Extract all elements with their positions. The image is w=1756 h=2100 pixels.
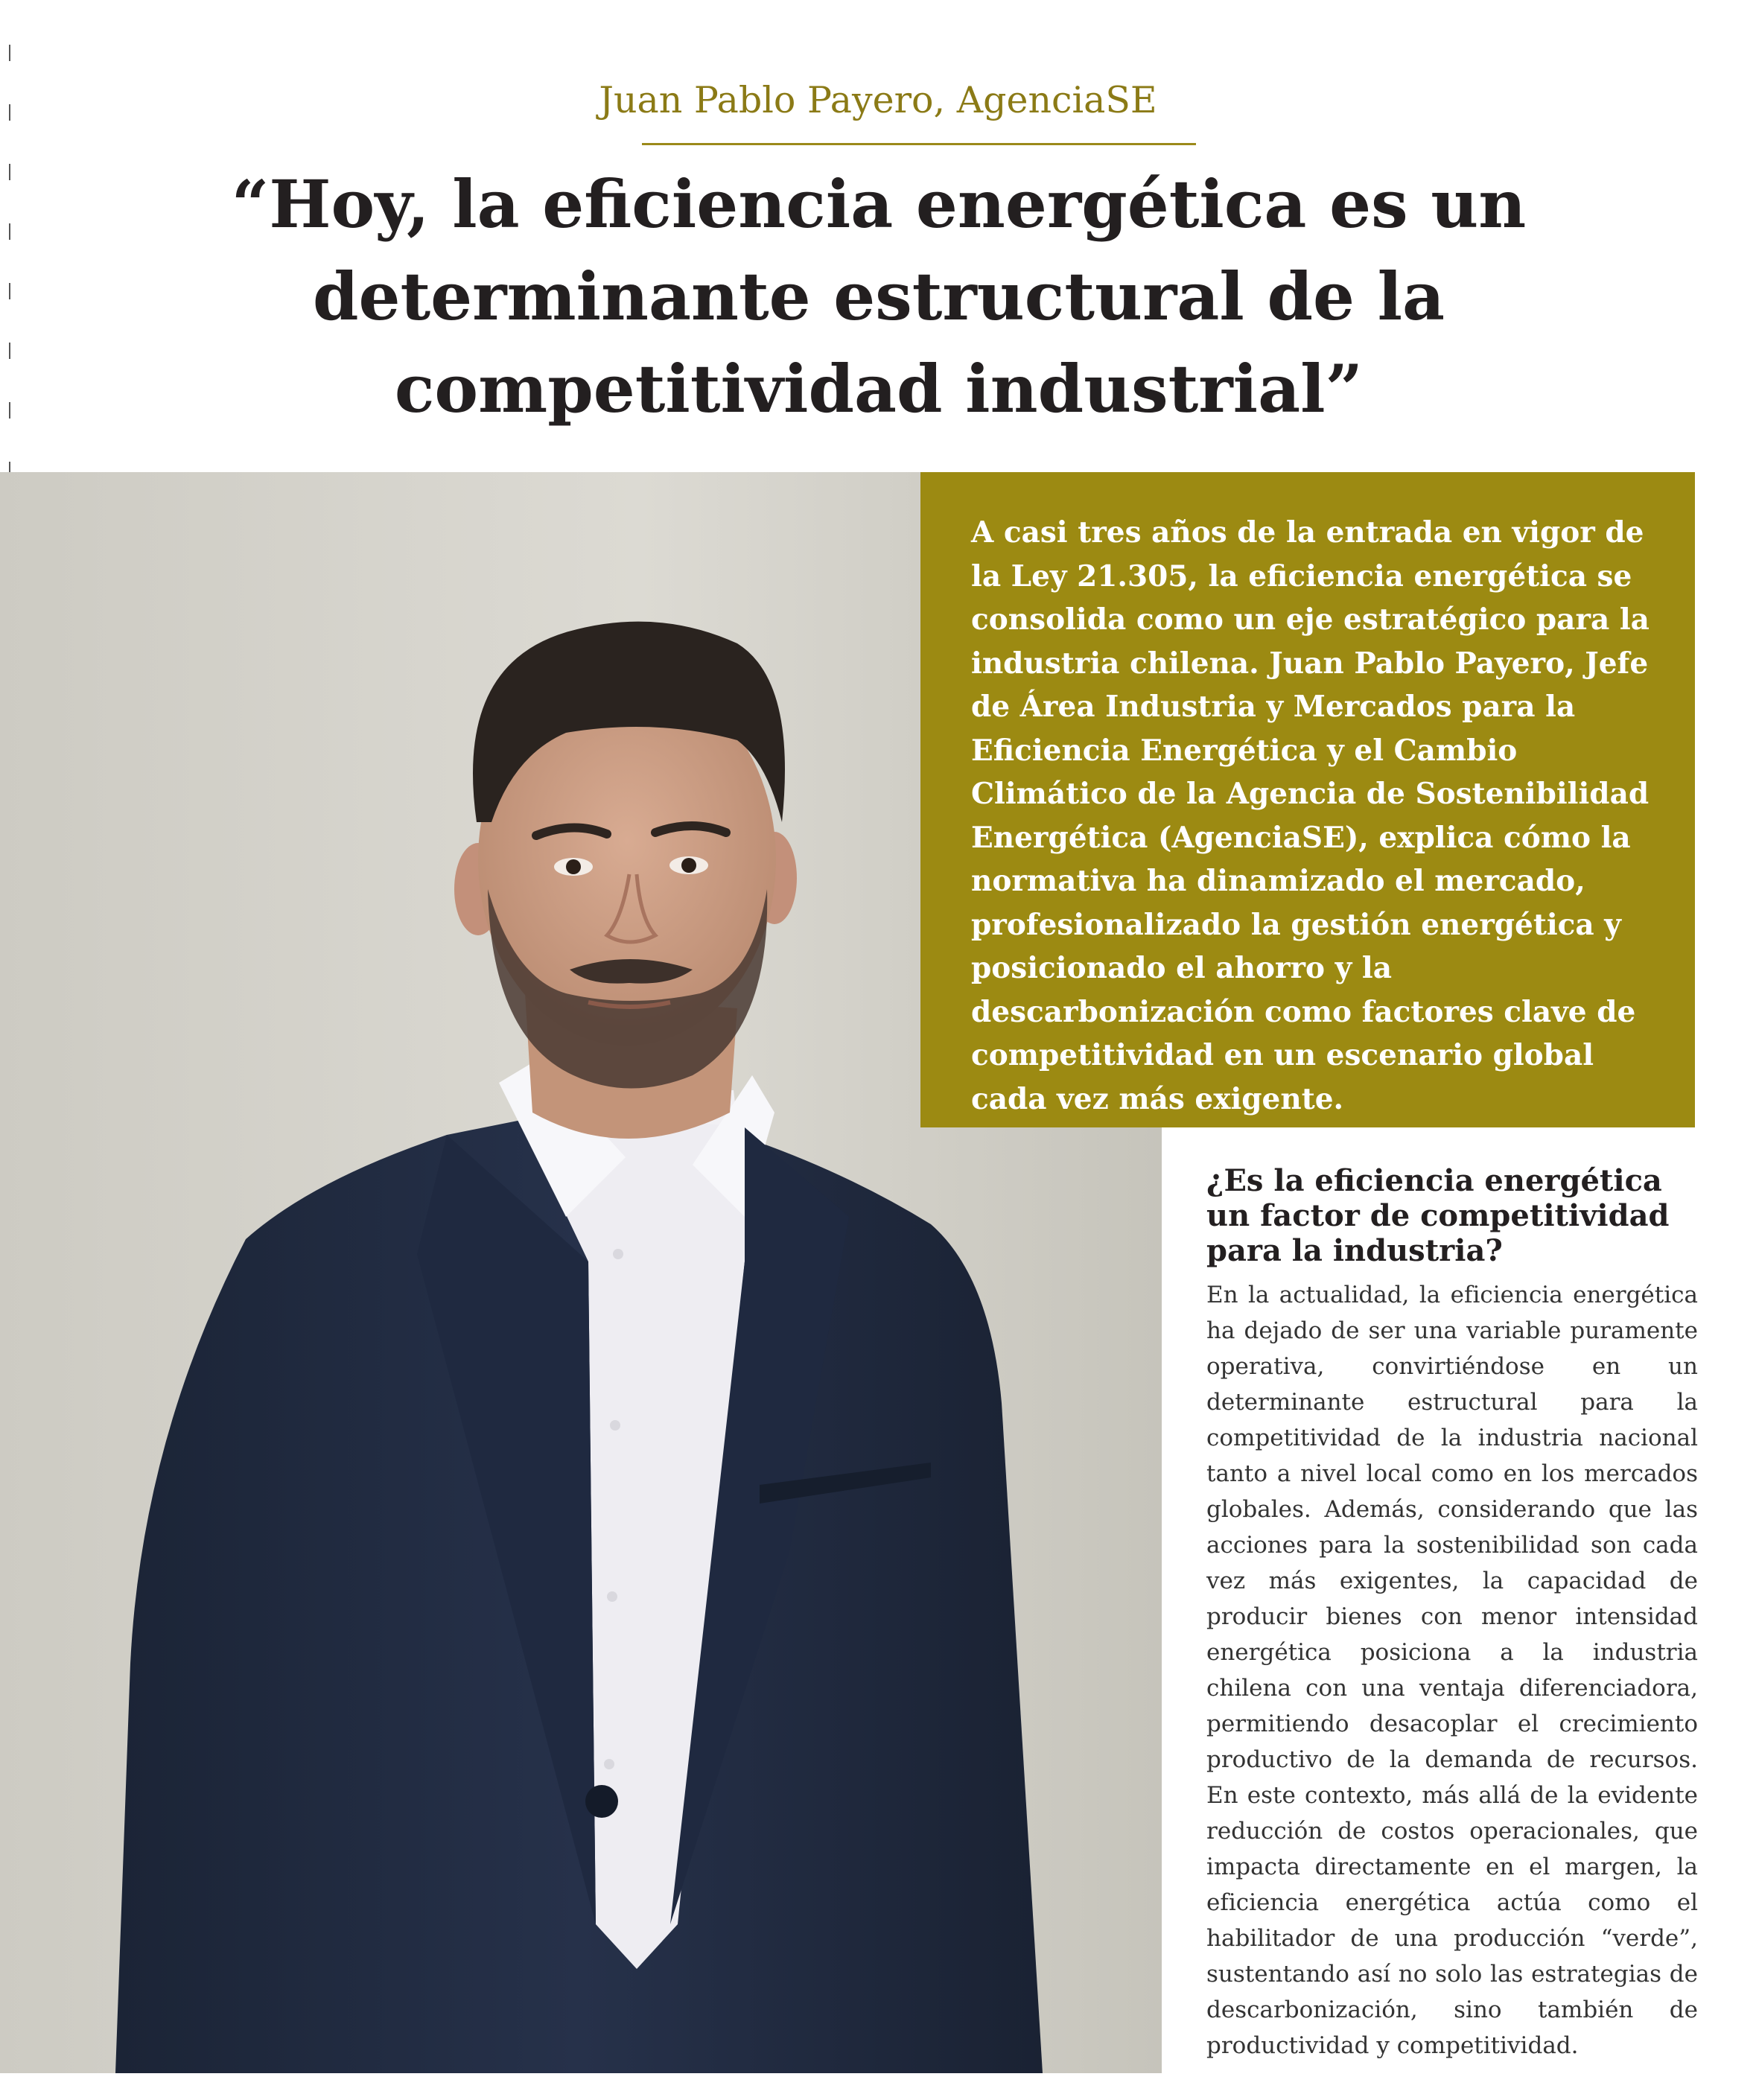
author-divider	[642, 143, 1196, 145]
lead-box	[920, 472, 1695, 1127]
article-title: “Hoy, la eficiencia energética es un determinante estructural de la competitividad industrial”	[231, 165, 1527, 427]
lead-paragraph: A casi tres años de la entrada en vigor de la Ley 21.305, la eficiencia energética se consolida como un eje estratégico para la industria chilena. Juan Pablo Payero, Jefe de Área Industria y Mercados para la Eficiencia Energética y el Cambio Climático de la Agencia de Sostenibilidad Energética (AgenciaSE), explica cómo la normativa ha dinamizado el mercado, profesionalizado la gestión energética y posicionado el ahorro y la descarbonización como factores clave de competitividad en un escenario global cada vez más exigente.	[971, 515, 1650, 1116]
author-byline: Juan Pablo Payero, AgenciaSE	[599, 79, 1157, 121]
interview-answer: En la actualidad, la eficiencia energética ha dejado de ser una variable puramente operativa, convirtiéndose en un determinante estructural para la competitividad de la industria nacional tanto a nivel local como en los mercados globales. Además, considerando que las acciones para la sostenibilidad son cada vez más exigentes, la capacidad de producir bienes con menor intensidad energética posiciona a la industria chilena con una ventaja diferenciadora, permitiendo desacoplar el crecimiento productivo de la demanda de recursos. En este contexto, más allá de la evidente reducción de costos operacionales, que impacta directamente en el margen, la eficiencia energética actúa como el habilitador de una producción “verde”, sustentando así no solo las estrategias de descarbonización, sino también de productividad y competitividad.	[1206, 1282, 1698, 2059]
interview-question: ¿Es la eficiencia energética un factor de competitividad para la industria?	[1206, 1163, 1670, 1268]
jacket-button	[585, 1785, 618, 1818]
interview-section	[1206, 1163, 1698, 2064]
